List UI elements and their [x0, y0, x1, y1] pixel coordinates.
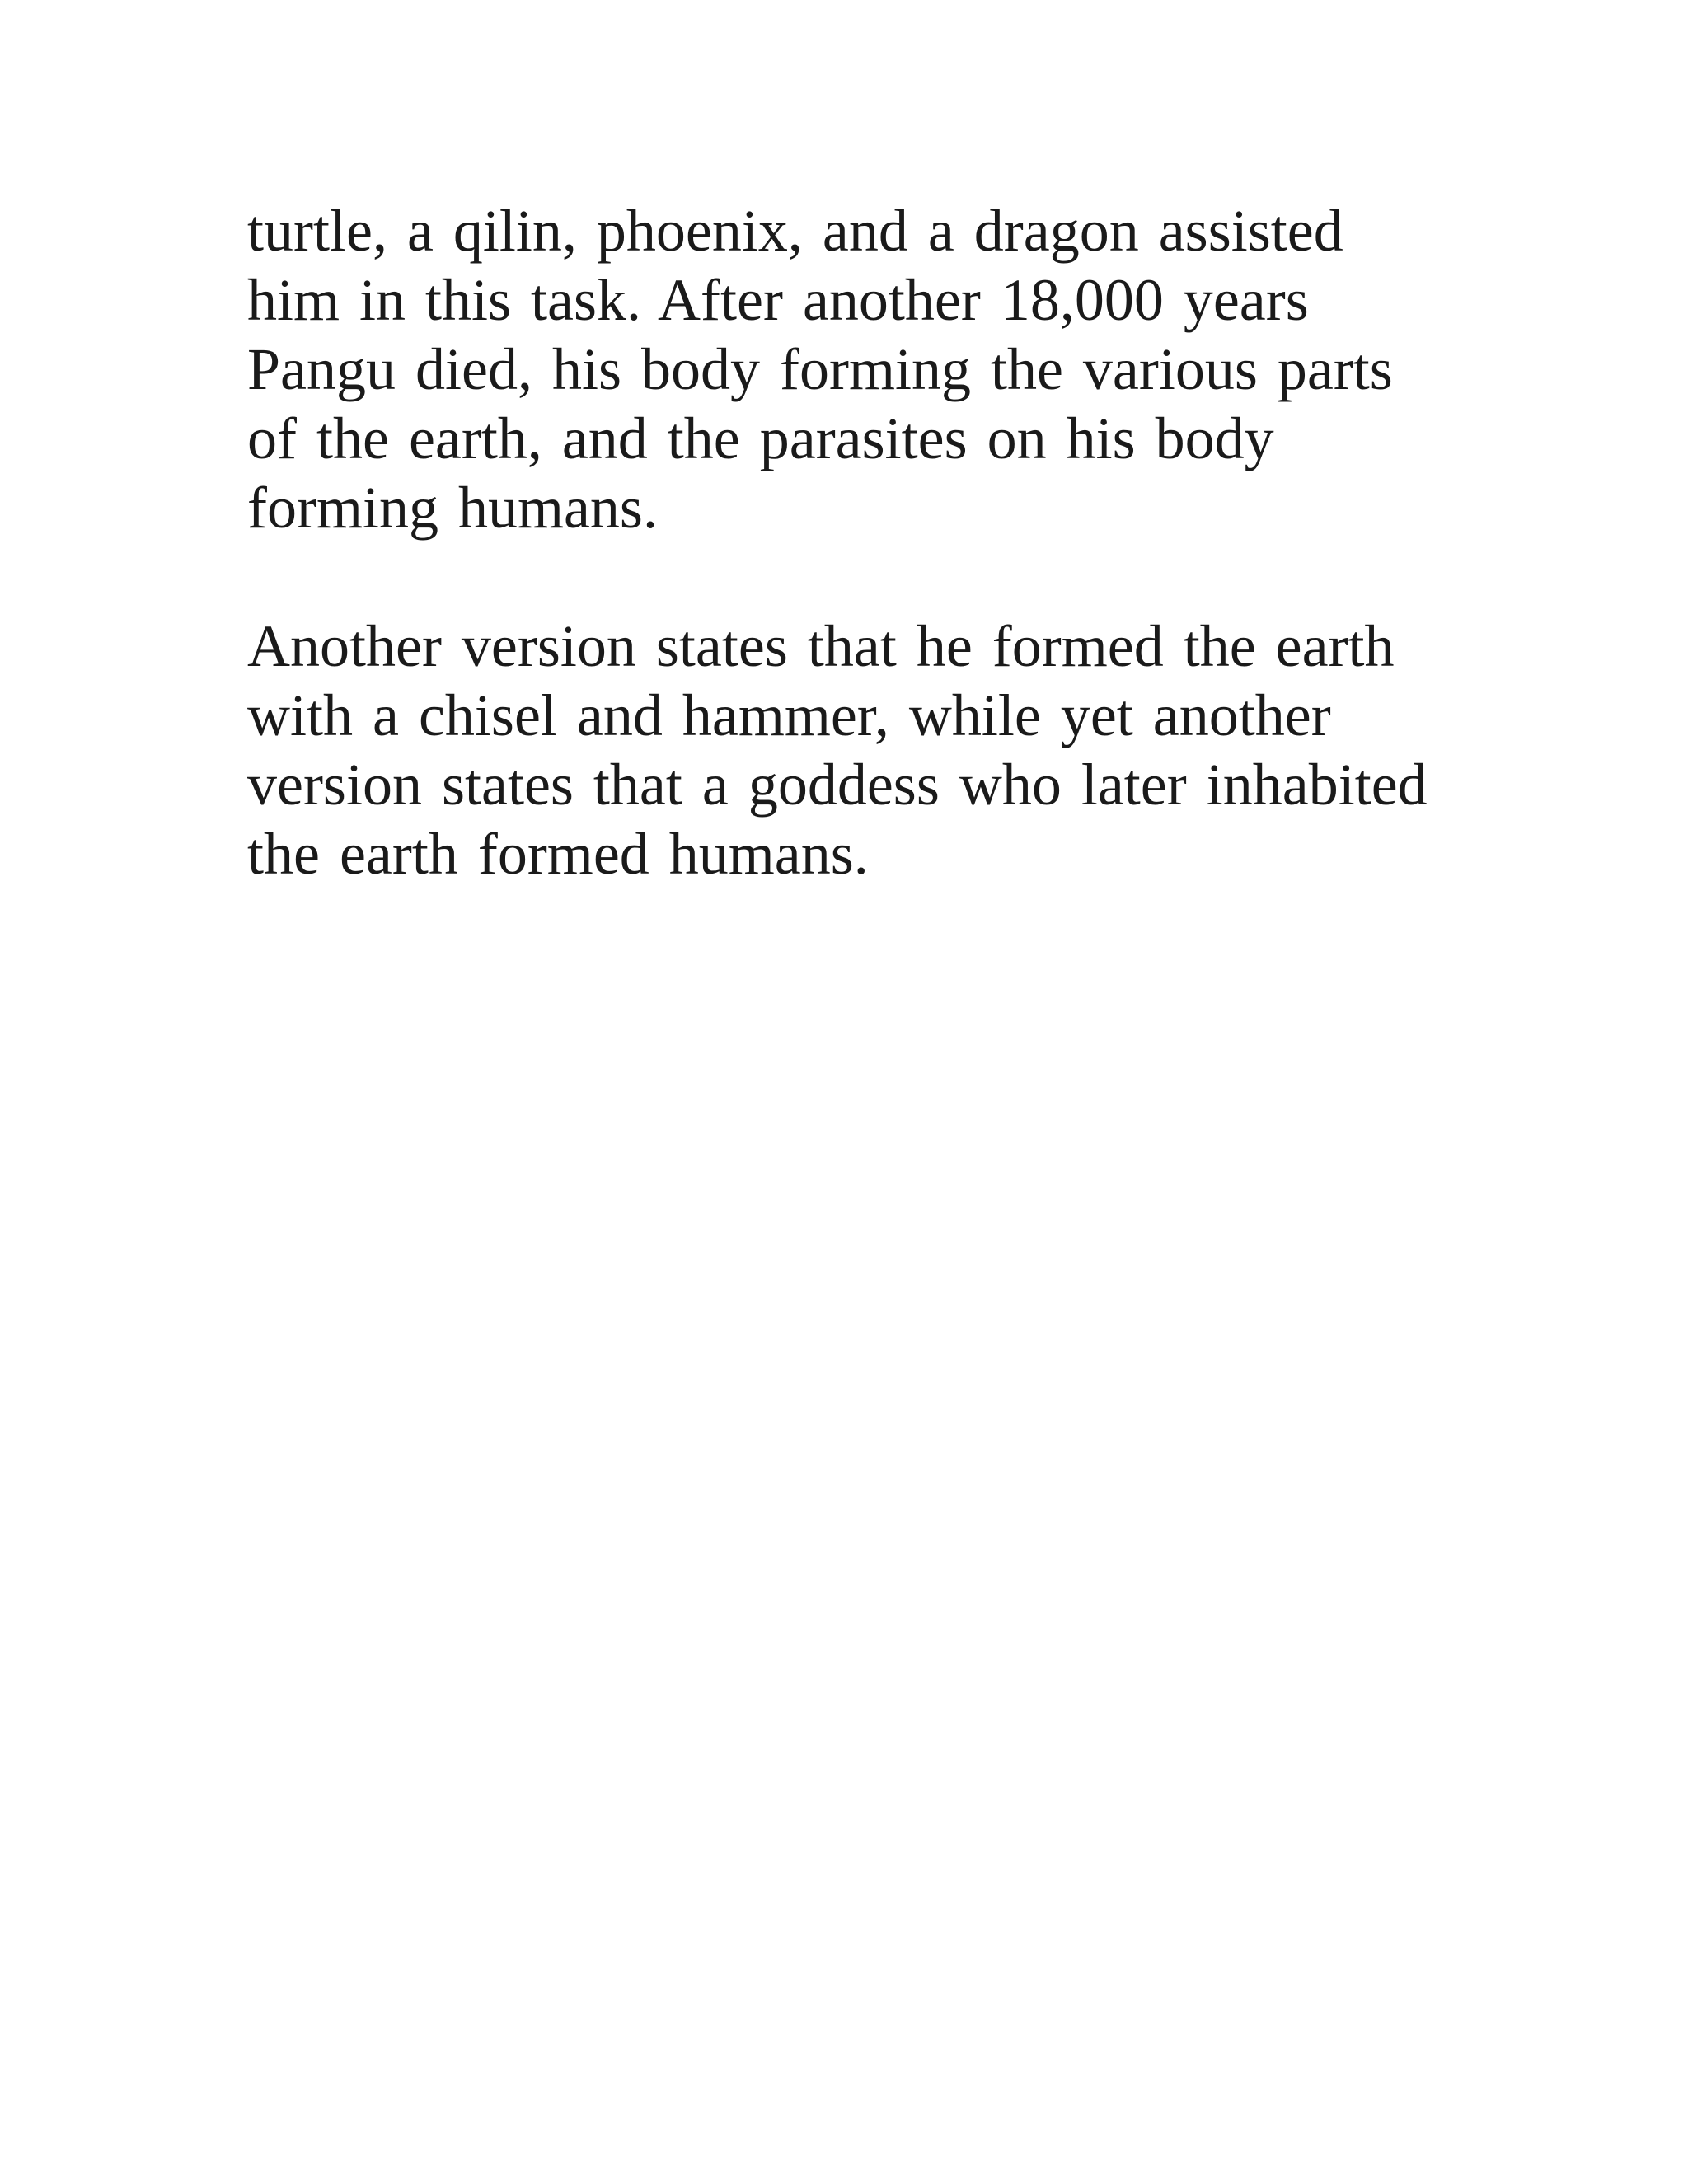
text-line: Pangu died, his body forming the various parts	[247, 336, 1393, 402]
text-line: the earth formed humans.	[247, 821, 869, 887]
body-text	[247, 196, 1484, 888]
text-line: Another version states that he formed the earth	[247, 613, 1395, 679]
paragraph-1	[247, 196, 1484, 542]
text-line: version states that a goddess who later inhabited	[247, 752, 1428, 818]
text-line: of the earth, and the parasites on his body	[247, 405, 1274, 471]
text-line: with a chisel and hammer, while yet another	[247, 682, 1331, 748]
text-line: turtle, a qilin, phoenix, and a dragon assisted	[247, 198, 1343, 264]
text-line: forming humans.	[247, 475, 658, 541]
text-line: him in this task. After another 18,000 years	[247, 267, 1309, 333]
paragraph-2	[247, 612, 1484, 888]
